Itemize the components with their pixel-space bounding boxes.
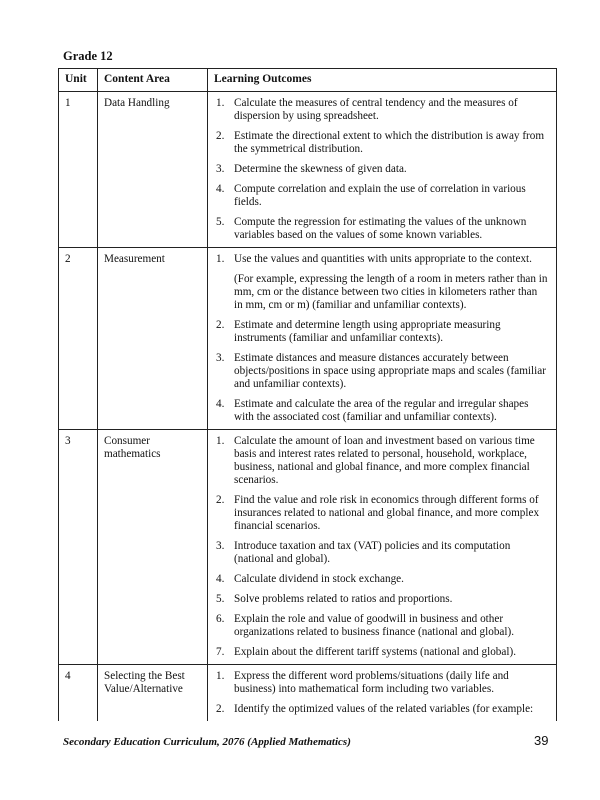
outcome-item (216, 494, 548, 533)
outcome-item (216, 398, 548, 424)
outcome-text: Find the value and role risk in economics through different forms of insurances related to national and global finance, and more complex financial scenarios. (234, 494, 540, 532)
outcome-text: Compute the regression for estimating the values of the unknown variables based on the values of some known variables. (234, 216, 527, 241)
outcome-item (216, 613, 548, 639)
learning-outcomes-cell (208, 92, 557, 248)
unit-cell: 3 (59, 430, 98, 665)
learning-outcomes-cell (208, 430, 557, 665)
outcome-text: Estimate and determine length using appropriate measuring instruments (familiar and unfamiliar contexts). (234, 319, 501, 344)
table-row (59, 92, 557, 248)
page-number: 39 (534, 733, 549, 748)
outcome-item (216, 97, 548, 123)
outcome-item (216, 216, 548, 242)
outcome-item (216, 703, 548, 716)
outcome-item (216, 435, 548, 487)
outcome-number: 3. (216, 163, 225, 175)
outcome-item (216, 670, 548, 696)
table-header-row (59, 69, 557, 92)
outcome-item (216, 540, 548, 566)
outcome-text: Calculate dividend in stock exchange. (234, 573, 404, 585)
unit-cell: 1 (59, 92, 98, 248)
unit-cell: 2 (59, 248, 98, 430)
outcome-number: 1. (216, 97, 225, 109)
outcome-item (216, 646, 548, 659)
content-area-cell: Selecting the Best Value/Alternative (98, 665, 208, 722)
outcome-text: (For example, expressing the length of a room in meters rather than in mm, cm or the distance between two cities in kilometers rather than in mm, cm or m) (familiar and unfamiliar contexts). (234, 273, 548, 311)
outcome-number: 4. (216, 573, 225, 585)
outcome-text: Identify the optimized values of the related variables (for example: (234, 703, 534, 715)
outcome-text: Explain about the different tariff systems (national and global). (234, 646, 516, 658)
header-content-area: Content Area (98, 69, 208, 92)
outcome-item (216, 573, 548, 586)
outcome-number: 4. (216, 398, 225, 410)
outcome-text: Estimate the directional extent to which the distribution is away from the symmetrical distribution. (234, 130, 545, 155)
outcome-number: 3. (216, 352, 225, 364)
outcome-number: 1. (216, 253, 225, 265)
outcome-number: 2. (216, 703, 225, 715)
content-area-cell: Consumer mathematics (98, 430, 208, 665)
outcome-text: Express the different word problems/situations (daily life and business) into mathematical form including two variables. (234, 670, 509, 695)
learning-outcomes-cell (208, 665, 557, 722)
outcome-number: 2. (216, 319, 225, 331)
outcome-item (216, 352, 548, 391)
outcome-number: 7. (216, 646, 225, 658)
content-area-cell: Data Handling (98, 92, 208, 248)
outcome-text: Determine the skewness of given data. (234, 163, 407, 175)
outcome-text: Solve problems related to ratios and proportions. (234, 593, 453, 605)
content-area-cell: Measurement (98, 248, 208, 430)
table-row (59, 248, 557, 430)
outcome-number: 4. (216, 183, 225, 195)
outcome-text: Calculate the measures of central tendency and the measures of dispersion by using spreadsheet. (234, 97, 518, 122)
unit-cell: 4 (59, 665, 98, 722)
outcome-text: Compute correlation and explain the use of correlation in various fields. (234, 183, 526, 208)
table-row (59, 665, 557, 722)
outcome-text: Introduce taxation and tax (VAT) policies and its computation (national and global). (234, 540, 511, 565)
outcome-item (216, 253, 548, 266)
outcome-number: 1. (216, 670, 225, 682)
table-row (59, 430, 557, 665)
outcome-item (216, 593, 548, 606)
outcome-item (216, 183, 548, 209)
outcome-item (216, 163, 548, 176)
grade-title: Grade 12 (63, 49, 113, 63)
outcome-item (216, 319, 548, 345)
outcome-item (216, 130, 548, 156)
outcome-number: 3. (216, 540, 225, 552)
table-body (59, 92, 557, 722)
outcome-number: 5. (216, 216, 225, 228)
footer-text: Secondary Education Curriculum, 2076 (Applied Mathematics) (63, 736, 351, 748)
outcome-text: Estimate and calculate the area of the regular and irregular shapes with the associated cost (familiar and unfamiliar contexts). (234, 398, 529, 423)
outcome-number: 2. (216, 130, 225, 142)
outcome-text: Calculate the amount of loan and investment based on various time basis and interest rates related to personal, household, workplace, business, national and global finance, and more complex financial scenarios. (234, 435, 535, 486)
outcome-note (216, 273, 548, 312)
outcome-number: 6. (216, 613, 225, 625)
curriculum-table (58, 68, 557, 721)
outcome-text: Use the values and quantities with units appropriate to the context. (234, 253, 532, 265)
outcome-text: Estimate distances and measure distances accurately between objects/positions in space using appropriate maps and scales (familiar and unfamiliar contexts). (234, 352, 546, 390)
outcome-text: Explain the role and value of goodwill in business and other organizations related to business finance (national and global). (234, 613, 515, 638)
header-unit: Unit (59, 69, 98, 92)
outcome-number: 5. (216, 593, 225, 605)
outcome-number: 2. (216, 494, 225, 506)
header-learning-outcomes: Learning Outcomes (208, 69, 557, 92)
learning-outcomes-cell (208, 248, 557, 430)
outcome-number: 1. (216, 435, 225, 447)
